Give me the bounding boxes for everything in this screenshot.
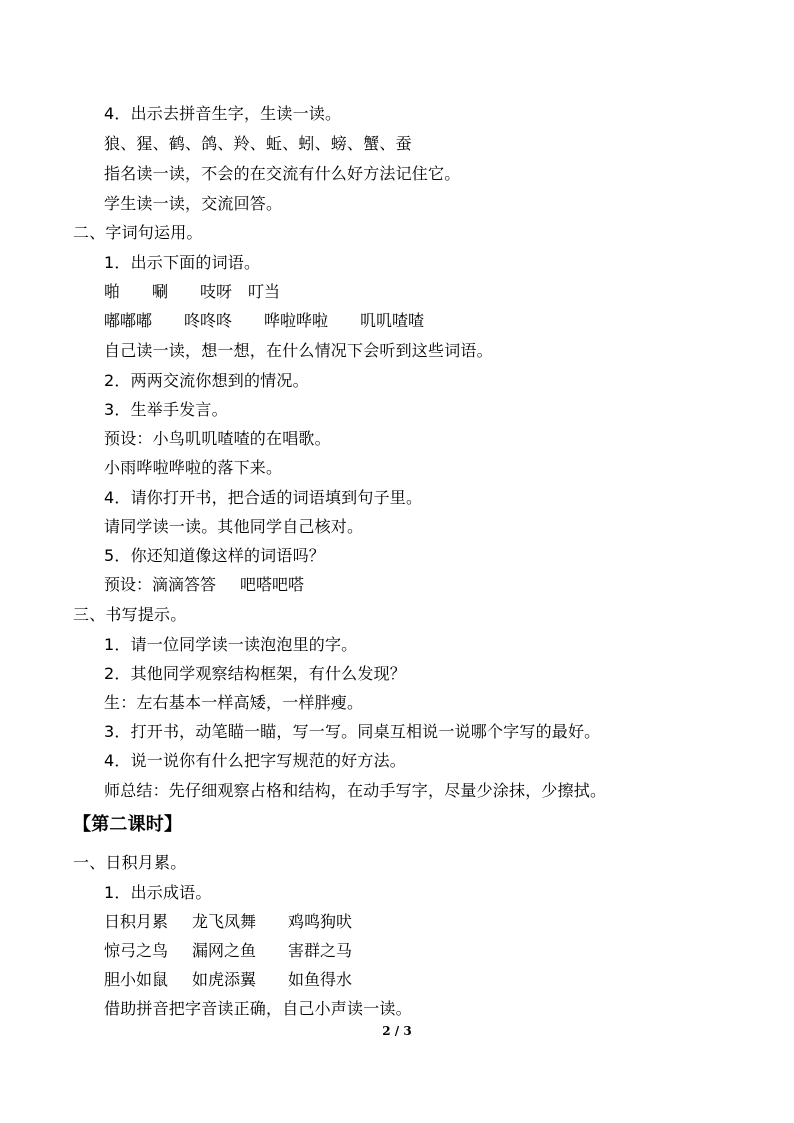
step-1-show-words: 1．出示下面的词语。	[104, 253, 261, 272]
idiom-item: 如鱼得水	[288, 970, 353, 989]
section-heading-2: 二、字词句运用。	[73, 223, 203, 242]
idiom-item: 鸡鸣狗吠	[288, 912, 353, 931]
paragraph-text: 2．其他同学观察结构框架，有什么发现？	[104, 664, 406, 683]
page-number: 2 / 3	[382, 1024, 412, 1038]
word-item: 啪	[104, 282, 121, 301]
paragraph-text: 指名读一读，不会的在交流有什么好方法记住它。	[104, 164, 461, 183]
paragraph-text: 预设：小鸟叽叽喳喳的在唱歌。	[104, 429, 331, 448]
preset-answer: 预设：滴滴答答	[104, 575, 217, 594]
idiom-item: 胆小如鼠	[104, 970, 169, 989]
word-item: 叽叽喳喳	[360, 311, 425, 330]
paragraph-text: 4．请你打开书，把合适的词语填到句子里。	[104, 488, 423, 507]
paragraph-text: 2．两两交流你想到的情况。	[104, 371, 309, 390]
paragraph-text: 4．说一说你有什么把字写规范的好方法。	[104, 751, 406, 770]
paragraph-text: 3．生举手发言。	[104, 400, 228, 419]
paragraph-text: 生：左右基本一样高矮，一样胖瘦。	[104, 693, 364, 712]
lesson-heading: 【第二课时】	[73, 814, 183, 835]
idiom-item: 龙飞凤舞	[192, 912, 257, 931]
idiom-item: 害群之马	[288, 941, 353, 960]
idiom-item: 日积月累	[104, 912, 169, 931]
section-heading-3: 三、书写提示。	[73, 605, 187, 624]
word-item: 哗啦哗啦	[264, 311, 329, 330]
idiom-item: 惊弓之鸟	[104, 941, 169, 960]
preset-answer: 吧嗒吧嗒	[240, 575, 305, 594]
word-item: 吱呀	[200, 282, 233, 301]
paragraph-text: 借助拼音把字音读正确，自己小声读一读。	[104, 999, 412, 1018]
idiom-item: 漏网之鱼	[192, 941, 257, 960]
word-item: 嘟嘟嘟	[104, 311, 153, 330]
idiom-item: 如虎添翼	[192, 970, 257, 989]
paragraph-text: 1．请一位同学读一读泡泡里的字。	[104, 635, 358, 654]
paragraph-text: 学生读一读，交流回答。	[104, 194, 283, 213]
word-item: 咚咚咚	[184, 311, 233, 330]
paragraph-text: 师总结：先仔细观察占格和结构，在动手写字，尽量少涂抹，少擦拭。	[104, 781, 607, 800]
section-heading-1: 一、日积月累。	[73, 853, 187, 872]
paragraph-text: 1．出示成语。	[104, 883, 212, 902]
paragraph-text: 自己读一读，想一想，在什么情况下会听到这些词语。	[104, 341, 493, 360]
step-4-show-characters: 4．出示去拼音生字，生读一读。	[104, 104, 342, 123]
paragraph-text: 请同学读一读。其他同学自己核对。	[104, 517, 364, 536]
word-item: 唰	[152, 282, 169, 301]
character-list: 狼、猩、鹤、鸽、羚、蚯、蚓、螃、蟹、蚕	[104, 134, 412, 153]
paragraph-text: 小雨哗啦哗啦的落下来。	[104, 458, 283, 477]
paragraph-text: 5．你还知道像这样的词语吗？	[104, 546, 325, 565]
paragraph-text: 3．打开书，动笔瞄一瞄，写一写。同桌互相说一说哪个字写的最好。	[104, 722, 601, 741]
word-item: 叮当	[248, 282, 281, 301]
